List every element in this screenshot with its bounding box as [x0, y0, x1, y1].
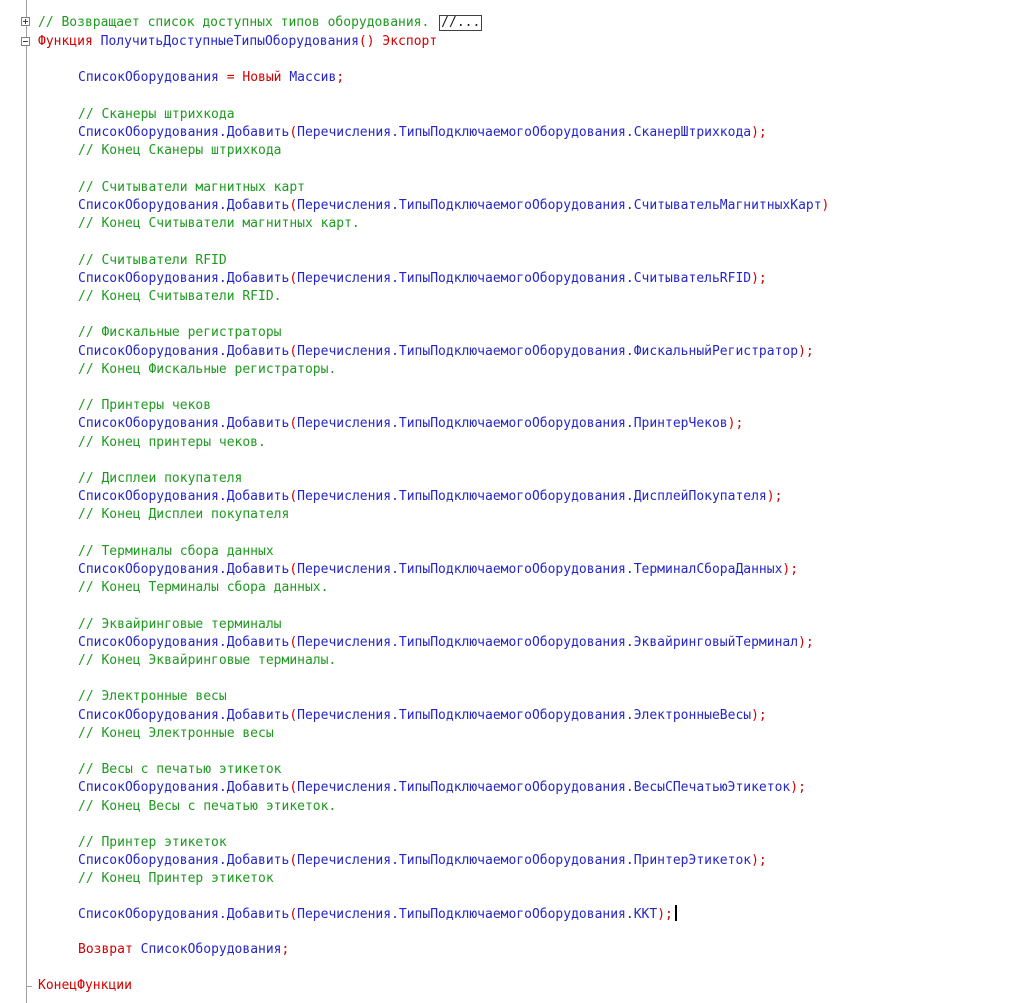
enum-member: ФискальныйРегистратор — [633, 343, 799, 359]
function-declaration[interactable] — [38, 33, 437, 51]
open-paren: ( — [289, 270, 298, 286]
block-comment-line[interactable] — [78, 543, 274, 561]
call-target: СписокОборудования.Добавить — [78, 562, 290, 577]
add-call-line[interactable] — [78, 197, 829, 215]
text-cursor — [675, 905, 677, 921]
add-call-line[interactable] — [78, 561, 798, 579]
call-target: СписокОборудования.Добавить — [78, 270, 290, 286]
comment-text: // Считыватели магнитных карт — [78, 179, 305, 195]
enum-path: Перечисления.ТипыПодключаемогоОборудования. — [297, 270, 634, 286]
block-comment-line[interactable] — [78, 397, 211, 415]
return-statement[interactable] — [78, 941, 289, 959]
comment-text: // Принтер этикеток — [78, 835, 227, 850]
add-call-line[interactable] — [78, 270, 767, 288]
open-paren: ( — [289, 780, 298, 796]
block-end-comment-line[interactable] — [78, 361, 336, 379]
block-comment-line[interactable] — [78, 761, 282, 779]
open-paren: ( — [289, 853, 298, 869]
comment-text: // Конец Электронные весы — [78, 725, 274, 741]
end-function-keyword: КонецФункции — [38, 978, 132, 993]
comment-text: // Конец Считыватели RFID. — [78, 289, 282, 304]
block-end-comment-line[interactable] — [78, 288, 282, 306]
open-paren: ( — [289, 562, 298, 577]
end-function-line[interactable] — [38, 977, 132, 995]
block-end-comment-line[interactable] — [78, 142, 282, 160]
expand-fold-icon[interactable] — [21, 17, 30, 26]
comment-text: // Конец Принтер этикеток — [78, 871, 274, 887]
block-end-comment-line[interactable] — [78, 506, 289, 524]
variable-name: СписокОборудования — [78, 70, 219, 85]
comment-text: // Конец принтеры чеков. — [78, 434, 266, 450]
comment-text: // Конец Фискальные регистраторы. — [78, 361, 337, 377]
fold-end-marker — [26, 986, 32, 987]
function-name: ПолучитьДоступныеТипыОборудования — [100, 34, 359, 49]
call-target: СписокОборудования.Добавить — [78, 634, 290, 650]
close-paren: ); — [727, 416, 744, 432]
close-paren: ); — [751, 270, 767, 286]
code-line[interactable] — [38, 14, 482, 32]
block-end-comment-line[interactable] — [78, 579, 328, 597]
comment-text: // Эквайринговые терминалы — [78, 616, 282, 632]
comment-text: // Конец Считыватели магнитных карт. — [78, 216, 360, 232]
comment-text: // Дисплеи покупателя — [78, 471, 243, 486]
kkt-statement[interactable] — [78, 905, 677, 923]
call-target: СписокОборудования.Добавить — [78, 416, 290, 432]
comment-text: // Сканеры штрихкода — [78, 107, 235, 122]
semicolon: ; — [336, 70, 345, 85]
call-target: СписокОборудования.Добавить — [78, 907, 290, 922]
function-parens: () — [358, 34, 375, 49]
enum-path: Перечисления.ТипыПодключаемогоОборудования. — [297, 634, 634, 650]
call-target: СписокОборудования.Добавить — [78, 707, 290, 723]
open-paren: ( — [289, 198, 298, 213]
block-comment-line[interactable] — [78, 834, 227, 852]
enum-member: СчитывательМагнитныхКарт — [633, 198, 822, 213]
comment-text: // Конец Дисплеи покупателя — [78, 507, 290, 523]
close-paren: ); — [751, 853, 767, 869]
return-variable: СписокОборудования — [140, 942, 282, 957]
comment-text: // Конец Терминалы сбора данных. — [78, 580, 329, 596]
close-paren: ) — [821, 198, 830, 213]
enum-member: ПринтерЭтикеток — [633, 853, 752, 869]
comment-text: // Возвращает список доступных типов оборудования. — [38, 15, 430, 30]
comment-text: // Конец Весы с печатью этикеток. — [78, 798, 337, 814]
enum-path: Перечисления.ТипыПодключаемогоОборудования. — [297, 907, 634, 922]
comment-text: // Конец Сканеры штрихкода — [78, 143, 282, 159]
comment-text: // Электронные весы — [78, 689, 227, 705]
enum-member: СчитывательRFID — [633, 270, 752, 286]
semicolon: ; — [281, 942, 290, 957]
comment-text: // Фискальные регистраторы — [78, 325, 282, 341]
block-end-comment-line[interactable] — [78, 652, 336, 670]
enum-path: Перечисления.ТипыПодключаемогоОборудования. — [297, 125, 634, 141]
enum-path: Перечисления.ТипыПодключаемогоОборудования. — [297, 416, 634, 432]
enum-path: Перечисления.ТипыПодключаемогоОборудования. — [297, 343, 634, 359]
open-paren: ( — [289, 416, 298, 432]
close-paren: ); — [782, 562, 799, 577]
close-paren: ); — [790, 780, 806, 796]
function-keyword: Функция — [38, 34, 93, 49]
call-target: СписокОборудования.Добавить — [78, 853, 290, 869]
comment-text: // Весы с печатью этикеток — [78, 762, 282, 778]
enum-path: Перечисления.ТипыПодключаемогоОборудования. — [297, 853, 634, 869]
block-comment-line[interactable] — [78, 470, 242, 488]
call-target: СписокОборудования.Добавить — [78, 489, 290, 505]
close-paren: ); — [798, 343, 814, 359]
add-call-line[interactable] — [78, 343, 814, 361]
enum-member: СканерШтрихкода — [633, 125, 752, 141]
call-target: СписокОборудования.Добавить — [78, 125, 290, 141]
comment-text: // Терминалы сбора данных — [78, 543, 274, 559]
enum-path: Перечисления.ТипыПодключаемогоОборудования. — [297, 707, 634, 723]
block-end-comment-line[interactable] — [78, 215, 360, 233]
add-call-line[interactable] — [78, 488, 782, 506]
close-paren: ); — [657, 907, 673, 922]
block-comment-line[interactable] — [78, 106, 235, 124]
block-comment-line[interactable] — [78, 252, 227, 270]
add-call-line[interactable] — [78, 415, 743, 433]
enum-path: Перечисления.ТипыПодключаемогоОборудования. — [297, 780, 634, 796]
collapsed-region-marker[interactable]: //... — [441, 15, 481, 30]
close-paren: ); — [766, 489, 783, 505]
close-paren: ); — [751, 125, 767, 141]
editor-gutter — [0, 0, 30, 1003]
enum-member: ЭквайринговыйТерминал — [633, 634, 799, 650]
enum-path: Перечисления.ТипыПодключаемогоОборудования. — [297, 489, 634, 505]
comment-text: // Считыватели RFID — [78, 252, 227, 268]
block-comment-line[interactable] — [78, 324, 282, 342]
enum-path: Перечисления.ТипыПодключаемогоОборудования. — [297, 562, 634, 577]
comment-text: // Принтеры чеков — [78, 398, 212, 414]
enum-member: ДисплейПокупателя — [633, 489, 767, 505]
block-end-comment-line[interactable] — [78, 798, 336, 816]
open-paren: ( — [289, 343, 298, 359]
add-call-line[interactable] — [78, 852, 767, 870]
add-call-line[interactable] — [78, 124, 767, 142]
block-comment-line[interactable] — [78, 688, 227, 706]
block-end-comment-line[interactable] — [78, 870, 274, 888]
return-keyword: Возврат — [78, 942, 133, 957]
enum-member: ТерминалСбораДанных — [633, 562, 783, 577]
enum-path: Перечисления.ТипыПодключаемогоОборудования. — [297, 198, 634, 213]
call-target: СписокОборудования.Добавить — [78, 780, 290, 796]
block-end-comment-line[interactable] — [78, 725, 274, 743]
close-paren: ); — [751, 707, 767, 723]
call-target: СписокОборудования.Добавить — [78, 198, 290, 213]
assign-operator: = — [226, 70, 235, 85]
open-paren: ( — [289, 125, 298, 141]
collapse-fold-icon[interactable] — [21, 37, 30, 46]
code-area[interactable] — [38, 0, 1024, 1003]
type-name: Массив — [289, 70, 337, 85]
enum-member: ПринтерЧеков — [633, 416, 728, 432]
enum-member: ЭлектронныеВесы — [633, 707, 752, 723]
add-call-line[interactable] — [78, 779, 806, 797]
enum-member: ВесыСПечатьюЭтикеток — [633, 780, 791, 796]
enum-member: ККТ — [633, 907, 658, 922]
export-keyword: Экспорт — [382, 34, 438, 49]
block-comment-line[interactable] — [78, 616, 282, 634]
block-comment-line[interactable] — [78, 179, 305, 197]
close-paren: ); — [798, 634, 814, 650]
init-statement[interactable] — [78, 69, 344, 87]
add-call-line[interactable] — [78, 707, 767, 725]
open-paren: ( — [289, 707, 298, 723]
open-paren: ( — [289, 634, 298, 650]
fold-guide-line — [26, 0, 27, 1003]
add-call-line[interactable] — [78, 634, 814, 652]
new-keyword: Новый — [242, 70, 282, 85]
open-paren: ( — [289, 489, 298, 505]
block-end-comment-line[interactable] — [78, 434, 266, 452]
open-paren: ( — [289, 907, 298, 922]
call-target: СписокОборудования.Добавить — [78, 343, 290, 359]
comment-text: // Конец Эквайринговые терминалы. — [78, 653, 337, 668]
